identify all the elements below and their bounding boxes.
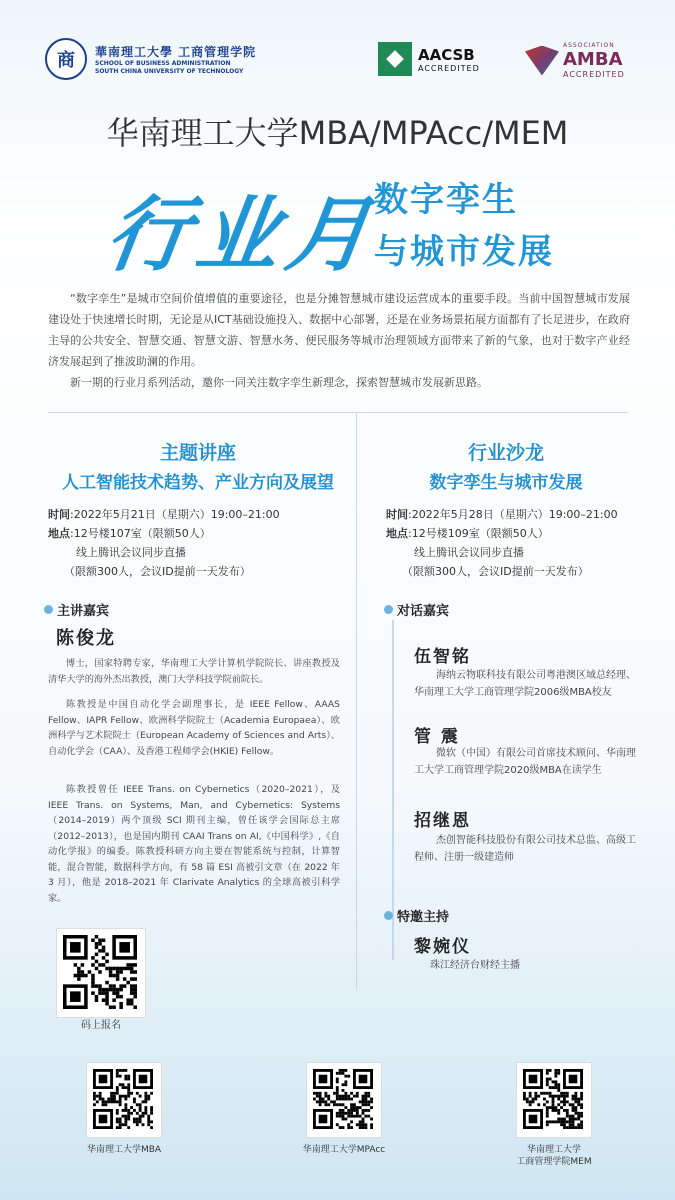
salon-topic: 数字孪生与城市发展 [429, 473, 583, 493]
guest-desc: 杰创智能科技股份有限公司技术总监、高级工程师、注册一级建造师 [414, 835, 636, 863]
school-name-en-2: SOUTH CHINA UNIVERSITY OF TECHNOLOGY [95, 67, 244, 75]
subtitle-line-2: 与城市发展 [374, 232, 554, 272]
aacsb-icon [378, 42, 412, 76]
qr-code-icon [523, 1069, 583, 1129]
lecture-online: 线上腾讯会议同步直播 [76, 546, 186, 559]
lecture-time: :2022年5月21日（星期六）19:00–21:00 [70, 508, 280, 521]
guest-desc: 海纳云物联科技有限公司粤港澳区域总经理、华南理工大学工商管理学院2006级MBA校友 [414, 670, 636, 698]
guest-desc: 微软（中国）有限公司首席技术顾问、华南理工大学工商管理学院2020级MBA在读学生 [414, 748, 636, 776]
lecture-topic: 人工智能技术趋势、产业方向及展望 [62, 473, 334, 493]
keynote-speaker-label: 主讲嘉宾 [57, 604, 110, 619]
salon-online-note: （限额300人，会议ID提前一天发布） [402, 565, 589, 578]
amba-icon [525, 46, 559, 76]
lecture-place-label: 地点 [48, 527, 70, 540]
mba-qr-code[interactable] [86, 1062, 162, 1138]
mem-qr-code[interactable] [516, 1062, 592, 1138]
salon-time-label: 时间 [386, 508, 408, 521]
host-desc: 珠江经济台财经主播 [430, 960, 520, 971]
qr-code-icon [63, 935, 137, 1009]
speaker-bio-2: 陈教授是中国自动化学会副理事长，是 IEEE Fellow、AAAS Fellow、IAPR Fellow、欧洲科学院院士（Academia Europaea）、欧洲科学与艺术院院士（European Academy of Sciences and Arts）、自动化学会（CAA）、及香港工程师学会(HKIE) Fellow。 [48, 699, 340, 757]
speaker-bio-1: 博士，国家特聘专家，华南理工大学计算机学院院长、讲座教授及清华大学的海外杰出教授，澳门大学科技学院前院长。 [48, 658, 340, 685]
speaker-name: 陈俊龙 [56, 628, 116, 649]
amba-association: ASSOCIATION [563, 42, 615, 49]
speaker-bio-3: 陈教授曾任 IEEE Trans. on Cybernetics（2020–2021），及 IEEE Trans. on Systems, Man, and Cybernetics: Systems（2014–2019）两个顶级 SCI 期刊主编，曾任该学会国际总主席（2012–2013），也是国内期刊 CAAI Trans on AI,《中国科学》,《自动化学报》的编委。陈教授科研方向主要在智能系统与控制，计算智能，混合智能，数据科学方向，有 58 篇 ESI 高被引文章（在 2022 年 3 月），他是 2018–2021 年 Clarivate Analytics 的全球高被引科学家。 [48, 784, 340, 904]
aacsb-label: AACSB [418, 45, 475, 64]
lecture-online-note: （限额300人，会议ID提前一天发布） [64, 565, 251, 578]
registration-qr-code[interactable] [56, 928, 146, 1018]
lecture-time-label: 时间 [48, 508, 70, 521]
divider-vertical [356, 412, 357, 990]
mba-qr-label: 华南理工大学MBA [86, 1145, 162, 1155]
guest-name: 伍智铭 [414, 647, 471, 667]
qr-code-icon [93, 1069, 153, 1129]
page-title: 华南理工大学MBA/MPAcc/MEM [106, 114, 569, 152]
keynote-speaker-tag [44, 600, 109, 619]
school-name-en-1: SCHOOL OF BUSINESS ADMINISTRATION [95, 59, 231, 67]
subtitle-line-1: 数字孪生 [374, 180, 518, 220]
mem-qr-label-1: 华南理工大学 [526, 1145, 581, 1155]
lecture-place: :12号楼107室（限额50人） [70, 527, 211, 540]
salon-time: :2022年5月28日（星期六）19:00–21:00 [408, 508, 618, 521]
school-name-cn: 華南理工大學 工商管理学院 [95, 44, 257, 59]
amba-logo [525, 42, 625, 79]
aacsb-logo [378, 42, 480, 76]
guest-name: 管 震 [414, 727, 460, 747]
intro-invite: 新一期的行业月系列活动，邀你一同关注数字孪生新理念，探索智慧城市发展新思路。 [70, 376, 488, 389]
bullet-icon [384, 605, 393, 614]
guest-name: 招继恩 [414, 811, 471, 831]
salon-heading: 行业沙龙 [467, 442, 544, 464]
divider-horizontal [48, 412, 628, 413]
lecture-info [48, 505, 348, 581]
lecture-heading: 主题讲座 [159, 442, 236, 464]
dialogue-guests-label: 对话嘉宾 [397, 604, 450, 619]
school-seal-icon: 商 [45, 38, 87, 80]
bullet-icon [44, 605, 53, 614]
amba-label: AMBA [563, 49, 623, 70]
school-logo [45, 38, 256, 80]
mem-qr-label [494, 1144, 614, 1168]
bullet-icon [384, 911, 393, 920]
host-name: 黎婉仪 [414, 937, 471, 957]
host-tag [384, 906, 449, 925]
salon-online: 线上腾讯会议同步直播 [414, 546, 524, 559]
salon-info [386, 505, 666, 581]
industry-month-title: 行业月 [100, 187, 384, 283]
salon-place: :12号楼109室（限额50人） [408, 527, 549, 540]
salon-place-label: 地点 [386, 527, 408, 540]
mem-qr-label-2: 工商管理学院MEM [516, 1157, 592, 1167]
host-label: 特邀主持 [397, 910, 450, 925]
mpacc-qr-label: 华南理工大学MPAcc [302, 1145, 386, 1155]
mpacc-qr-code[interactable] [306, 1062, 382, 1138]
aacsb-accredited: ACCREDITED [418, 63, 480, 73]
qr-code-icon [313, 1069, 373, 1129]
registration-qr-label: 码上报名 [81, 1020, 121, 1031]
intro-paragraph: “数字孪生”是城市空间价值增值的重要途径，也是分摊智慧城市建设运营成本的重要手段。当前中国智慧城市发展建设处于快速增长时期，无论是从ICT基础设施投入、数据中心部署，还是在业务场景拓展方面都有了长足进步，在政府主导的公共安全、智慧交通、智慧文游、智慧水务、便民服务等城市治理领域方面带来了新的气象，也对于数字产业经济发展起到了推波助澜的作用。 [48, 292, 630, 368]
dialogue-guests-tag [384, 600, 449, 619]
amba-accredited: ACCREDITED [563, 70, 625, 79]
